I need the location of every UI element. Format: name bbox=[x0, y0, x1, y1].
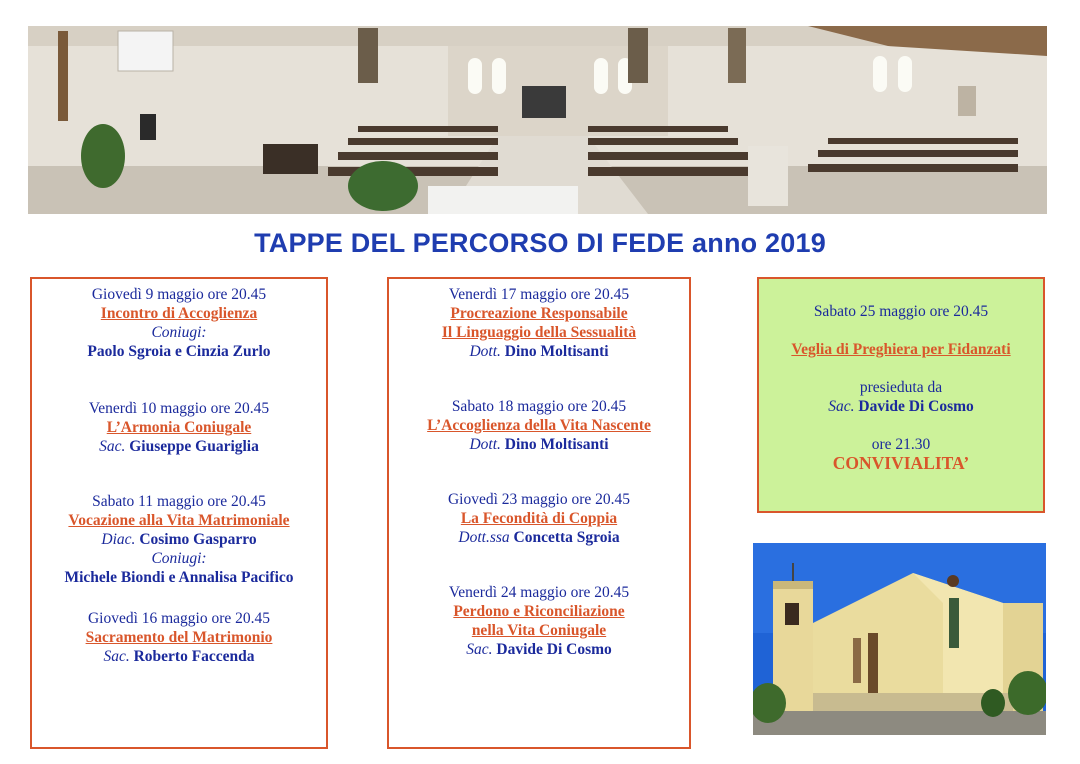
event-date: Venerdì 24 maggio ore 20.45 bbox=[448, 584, 630, 601]
speaker-role: Dott.ssa bbox=[458, 529, 510, 546]
event-8 bbox=[389, 583, 689, 659]
event-topic-2: nella Vita Coniugale bbox=[471, 622, 607, 639]
speaker-role: Sac. bbox=[466, 641, 493, 658]
event-4 bbox=[32, 609, 326, 666]
convivialita-label: CONVIVIALITA’ bbox=[832, 453, 970, 473]
schedule-column-2 bbox=[387, 277, 691, 749]
event-topic: Incontro di Accoglienza bbox=[100, 305, 258, 322]
time-label: ore 21.30 bbox=[871, 436, 931, 453]
event-1 bbox=[32, 285, 326, 361]
speaker-role: Diac. bbox=[101, 531, 136, 548]
church-interior-photo bbox=[28, 26, 1047, 214]
event-topic: L’Accoglienza della Vita Nascente bbox=[427, 417, 651, 434]
speaker-name: Concetta Sgroia bbox=[513, 529, 620, 546]
speaker-name: Dino Moltisanti bbox=[504, 436, 609, 453]
speaker-name: Giuseppe Guariglia bbox=[129, 438, 259, 455]
speaker-name: Paolo Sgroia e Cinzia Zurlo bbox=[87, 343, 271, 360]
event-date: Giovedì 16 maggio ore 20.45 bbox=[87, 610, 271, 627]
speaker-role: Coniugi: bbox=[151, 324, 207, 341]
page-title: TAPPE DEL PERCORSO DI FEDE anno 2019 bbox=[254, 228, 826, 258]
event-date: Venerdì 10 maggio ore 20.45 bbox=[88, 400, 270, 417]
event-date: Giovedì 9 maggio ore 20.45 bbox=[91, 286, 267, 303]
presided-label: presieduta da bbox=[859, 379, 943, 396]
speaker-name: Roberto Faccenda bbox=[133, 648, 255, 665]
speaker-name: Davide Di Cosmo bbox=[858, 398, 974, 415]
event-7 bbox=[389, 490, 689, 547]
event-topic: La Fecondità di Coppia bbox=[460, 510, 618, 527]
speaker-role: Dott. bbox=[469, 436, 501, 453]
event-2 bbox=[32, 399, 326, 456]
vigil-box bbox=[757, 277, 1045, 513]
speaker-name-2: Michele Biondi e Annalisa Pacifico bbox=[64, 569, 294, 586]
speaker-role: Sac. bbox=[828, 398, 855, 415]
speaker-role: Sac. bbox=[103, 648, 130, 665]
speaker-role: Sac. bbox=[99, 438, 126, 455]
event-topic: Sacramento del Matrimonio bbox=[85, 629, 273, 646]
event-date: Giovedì 23 maggio ore 20.45 bbox=[447, 491, 631, 508]
event-topic: Perdono e Riconciliazione bbox=[453, 603, 625, 620]
church-exterior-photo bbox=[753, 543, 1046, 735]
event-date: Sabato 11 maggio ore 20.45 bbox=[92, 493, 266, 510]
event-6 bbox=[389, 397, 689, 454]
event-date: Venerdì 17 maggio ore 20.45 bbox=[448, 286, 630, 303]
event-date: Sabato 25 maggio ore 20.45 bbox=[813, 303, 989, 320]
event-topic: Vocazione alla Vita Matrimoniale bbox=[68, 512, 290, 529]
event-topic: L’Armonia Coniugale bbox=[106, 419, 252, 436]
event-topic-2: Il Linguaggio della Sessualità bbox=[441, 324, 637, 341]
speaker-role-2: Coniugi: bbox=[151, 550, 207, 567]
schedule-column-1 bbox=[30, 277, 328, 749]
speaker-name: Dino Moltisanti bbox=[504, 343, 609, 360]
speaker-name: Davide Di Cosmo bbox=[496, 641, 612, 658]
event-date: Sabato 18 maggio ore 20.45 bbox=[451, 398, 627, 415]
event-topic: Veglia di Preghiera per Fidanzati bbox=[791, 341, 1011, 358]
speaker-role: Dott. bbox=[469, 343, 501, 360]
event-topic: Procreazione Responsabile bbox=[450, 305, 628, 322]
speaker-name: Cosimo Gasparro bbox=[139, 531, 257, 548]
event-3 bbox=[32, 492, 326, 587]
event-5 bbox=[389, 285, 689, 361]
